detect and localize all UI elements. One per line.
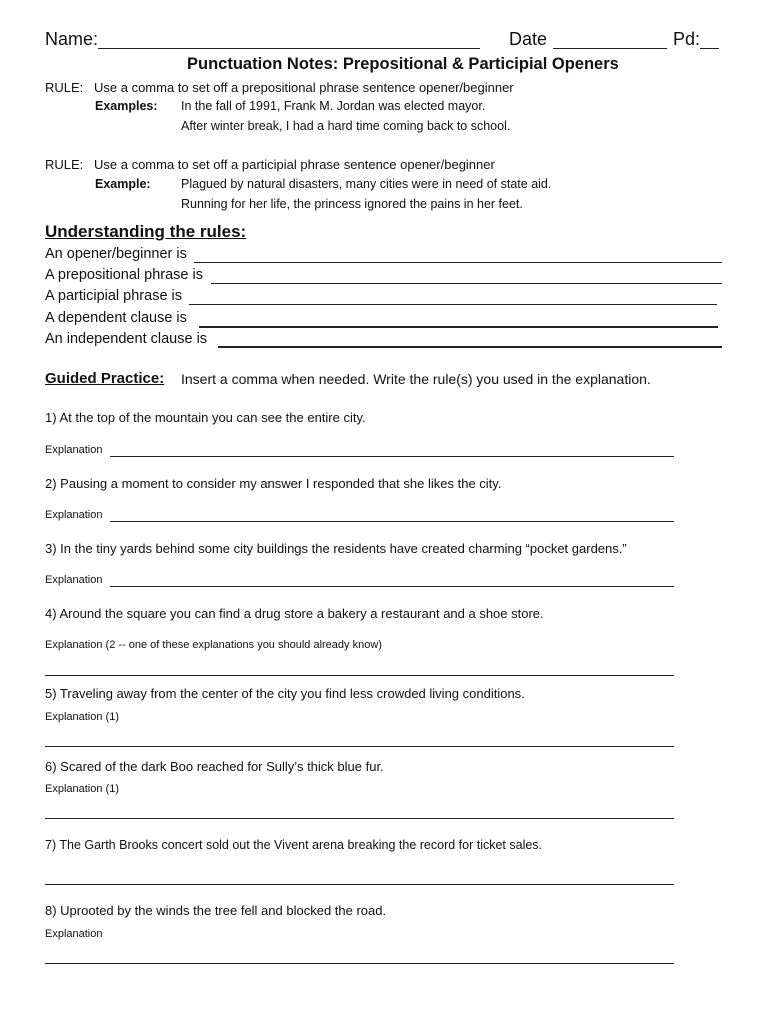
page-title: Punctuation Notes: Prepositional & Participial Openers <box>187 55 619 73</box>
definition-label: A dependent clause is <box>45 310 187 326</box>
explanation-blank[interactable] <box>110 521 674 522</box>
rule-text: Use a comma to set off a prepositional phrase sentence opener/beginner <box>94 80 514 95</box>
question-text: 3) In the tiny yards behind some city buildings the residents have created charming “pocket gardens.” <box>45 541 627 556</box>
explanation-label: Explanation <box>45 444 103 456</box>
definition-blank[interactable] <box>218 346 722 348</box>
explanation-label: Explanation <box>45 928 103 940</box>
example-sentence: Running for her life, the princess ignored the pains in her feet. <box>181 197 523 211</box>
example-sentence: In the fall of 1991, Frank M. Jordan was elected mayor. <box>181 99 486 113</box>
explanation-blank[interactable] <box>110 586 674 587</box>
pd-label: Pd: <box>673 29 701 49</box>
examples-label: Example: <box>95 177 151 191</box>
name-label: Name: <box>45 29 99 49</box>
definition-blank[interactable] <box>211 283 722 284</box>
explanation-blank[interactable] <box>45 884 674 885</box>
name-field[interactable] <box>98 48 480 49</box>
definition-label: An independent clause is <box>45 331 208 347</box>
explanation-blank[interactable] <box>45 746 674 747</box>
definition-blank[interactable] <box>194 262 722 263</box>
guided-practice-heading: Guided Practice: <box>45 370 165 387</box>
question-text: 2) Pausing a moment to consider my answer I responded that she likes the city. <box>45 476 502 491</box>
rule-text: Use a comma to set off a participial phrase sentence opener/beginner <box>94 157 495 172</box>
question-text: 1) At the top of the mountain you can see the entire city. <box>45 410 366 425</box>
definition-blank[interactable] <box>189 304 717 305</box>
pd-field[interactable] <box>700 48 719 49</box>
explanation-label: Explanation (1) <box>45 711 119 723</box>
explanation-label: Explanation <box>45 509 103 521</box>
question-text: 6) Scared of the dark Boo reached for Sully’s thick blue fur. <box>45 759 384 774</box>
example-sentence: After winter break, I had a hard time coming back to school. <box>181 119 511 133</box>
question-text: 8) Uprooted by the winds the tree fell and blocked the road. <box>45 903 387 918</box>
understanding-heading: Understanding the rules: <box>45 222 247 241</box>
definition-label: A participial phrase is <box>45 288 183 304</box>
explanation-blank[interactable] <box>45 675 674 676</box>
example-sentence: Plagued by natural disasters, many cities were in need of state aid. <box>181 177 552 191</box>
definition-blank[interactable] <box>199 326 718 328</box>
rule-label: RULE: <box>45 157 84 172</box>
explanation-blank[interactable] <box>45 963 674 964</box>
guided-practice-instruction: Insert a comma when needed. Write the rule(s) you used in the explanation. <box>181 371 651 387</box>
question-text: 4) Around the square you can find a drug store a bakery a restaurant and a shoe store. <box>45 606 544 621</box>
examples-label: Examples: <box>95 99 158 113</box>
question-text: 5) Traveling away from the center of the city you find less crowded living conditions. <box>45 686 525 701</box>
definition-label: A prepositional phrase is <box>45 267 203 283</box>
explanation-blank[interactable] <box>110 456 674 457</box>
explanation-label: Explanation (2 -- one of these explanations you should already know) <box>45 639 382 651</box>
explanation-label: Explanation <box>45 574 103 586</box>
explanation-blank[interactable] <box>45 818 674 819</box>
definition-label: An opener/beginner is <box>45 246 187 262</box>
date-label: Date <box>509 29 548 49</box>
date-field[interactable] <box>553 48 667 49</box>
rule-label: RULE: <box>45 80 84 95</box>
question-text: 7) The Garth Brooks concert sold out the Vivent arena breaking the record for ticket sales. <box>45 838 543 852</box>
explanation-label: Explanation (1) <box>45 783 119 795</box>
